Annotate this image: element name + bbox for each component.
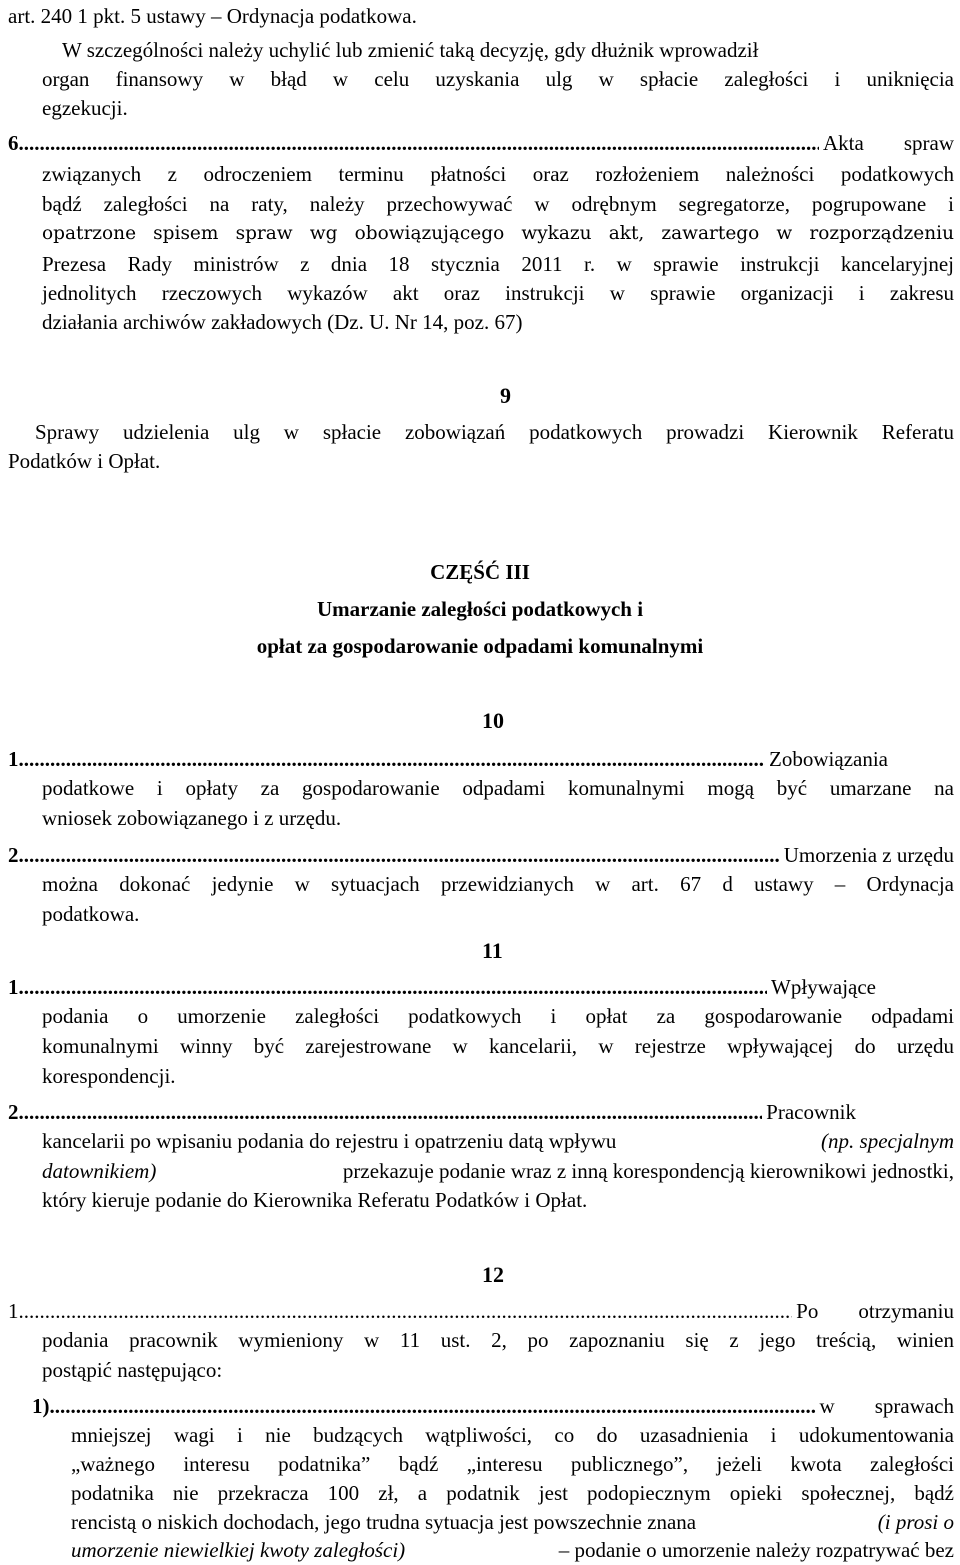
list-item	[8, 841, 954, 869]
section-number: 11	[482, 938, 503, 963]
list-item	[8, 745, 888, 773]
item-number: 2.	[8, 843, 24, 867]
leader-dots	[24, 1297, 792, 1325]
text-line: komunalnymi winny być zarejestrowane w kancelarii, w rejestrze wpływającej do urzędu	[42, 1034, 954, 1058]
text-line: opatrzone spisem spraw wg obowiązującego wykazu akt, zawartego w rozporządzeniu	[42, 223, 954, 244]
text-span: datownikiem)	[42, 1159, 157, 1183]
text-span: W szczególności należy uchylić lub zmienić taką decyzję, gdy dłużnik wprowadził	[62, 38, 759, 62]
text-line: Prezesa Rady ministrów z dnia 18 stycznia 2011 r. w sprawie instrukcji kancelaryjnej	[42, 252, 954, 276]
list-item	[8, 1297, 954, 1325]
text-line: korespondencji.	[42, 1064, 176, 1088]
leader-dots	[24, 129, 819, 157]
item-first-word: otrzymaniu	[858, 1299, 954, 1323]
text-line: podatkowe i opłaty za gospodarowanie odpadami komunalnymi mogą być umarzane na	[42, 776, 954, 800]
item-first-word: sprawach	[874, 1394, 954, 1418]
list-item-6	[8, 129, 954, 157]
text-line	[62, 36, 954, 64]
text-line: można dokonać jedynie w sytuacjach przewidzianych w art. 67 d ustawy – Ordynacja	[42, 872, 954, 896]
text-span: umorzenie niewielkiej kwoty zaległości)	[71, 1538, 406, 1562]
item-number: 1.	[8, 1299, 24, 1323]
item-first-word: spraw	[903, 131, 954, 155]
text-line: podatkowa.	[42, 902, 140, 926]
text-line: związanych z odroczeniem terminu płatności oraz rozłożeniem należności podatkowych	[42, 162, 954, 186]
text-line: podania pracownik wymieniony w 11 ust. 2, po zapoznaniu się z jego treścią, winien	[42, 1328, 954, 1352]
item-first-word: Zobowiązania	[769, 747, 888, 771]
section-heading-12	[460, 1261, 504, 1289]
text-line: egzekucji.	[42, 96, 128, 120]
item-first-word: Umorzenia z urzędu	[783, 843, 954, 867]
item-first-word: Wpływające	[771, 975, 876, 999]
section-heading-11	[460, 937, 503, 965]
text-line	[42, 1157, 954, 1185]
section-number: 9	[500, 383, 511, 408]
leader-dots	[24, 745, 765, 773]
text-line	[71, 1508, 954, 1536]
item-first-word: Akta	[823, 131, 864, 155]
text-span: – podanie o umorzenie należy rozpatrywać bez	[558, 1538, 954, 1562]
part-title: CZĘŚĆ III	[430, 560, 530, 584]
item-first-word: Po	[796, 1299, 819, 1323]
text-line	[71, 1536, 954, 1564]
leader-dots	[50, 1392, 816, 1420]
text-line	[42, 1127, 954, 1155]
section-heading-9	[460, 382, 511, 410]
list-item	[8, 1098, 856, 1126]
leader-dots	[24, 841, 780, 869]
text-line: postąpić następująco:	[42, 1358, 223, 1382]
text-line: jednolitych rzeczowych wykazów akt oraz instrukcji w sprawie organizacji i zakresu	[42, 281, 954, 305]
text-span: kancelarii po wpisaniu podania do rejestru i opatrzeniu datą wpływu	[42, 1129, 617, 1153]
leader-dots	[24, 1098, 762, 1126]
item-number: 2.	[8, 1100, 24, 1124]
text-line: podatnika nie przekracza 100 zł, a podatnik jest podopiecznym opieki społecznej, bądź	[71, 1481, 954, 1505]
list-item	[8, 973, 876, 1001]
item-first-word: w	[819, 1394, 835, 1418]
list-item	[32, 1392, 954, 1420]
text-span: rencistą o niskich dochodach, jego trudna sytuacja jest powszechnie znana	[71, 1510, 697, 1534]
text-line: art. 240 1 pkt. 5 ustawy – Ordynacja podatkowa.	[8, 4, 417, 28]
text-span: (np. specjalnym	[821, 1129, 954, 1153]
leader-dots	[24, 973, 767, 1001]
item-number: 6.	[8, 131, 24, 155]
item-first-word: Pracownik	[766, 1100, 856, 1124]
text-line: Sprawy udzielenia ulg w spłacie zobowiązań podatkowych prowadzi Kierownik Referatu	[35, 420, 954, 444]
text-line: wniosek zobowiązanego i z urzędu.	[42, 806, 342, 830]
text-line: mniejszej wagi i nie budzących wątpliwości, co do uzasadnienia i udokumentowania	[71, 1423, 954, 1447]
text-span: (i prosi o	[877, 1510, 954, 1534]
item-number: 1.	[8, 747, 24, 771]
part-subtitle: Umarzanie zaległości podatkowych i	[316, 597, 644, 621]
section-number: 12	[482, 1262, 504, 1287]
text-line: bądź zaległości na raty, należy przechowywać w odrębnym segregatorze, pogrupowane i	[42, 192, 954, 216]
item-number: 1)	[32, 1394, 50, 1418]
text-line: podania o umorzenie zaległości podatkowych i opłat za gospodarowanie odpadami	[42, 1004, 954, 1028]
text-line: Podatków i Opłat.	[8, 449, 161, 473]
text-span: przekazuje podanie wraz z inną korespondencją kierownikowi jednostki,	[342, 1159, 954, 1183]
text-line: organ finansowy w błąd w celu uzyskania ulg w spłacie zaległości i uniknięcia	[42, 67, 954, 91]
section-heading-10	[460, 707, 504, 735]
text-line: który kieruje podanie do Kierownika Referatu Podatków i Opłat.	[42, 1188, 588, 1212]
item-number: 1.	[8, 975, 24, 999]
text-line: „ważnego interesu podatnika” bądź „interesu publicznego”, jeżeli kwota zaległości	[71, 1452, 954, 1476]
text-line: działania archiwów zakładowych (Dz. U. Nr 14, poz. 67)	[42, 310, 523, 334]
section-number: 10	[482, 708, 504, 733]
part-subtitle: opłat za gospodarowanie odpadami komunalnymi	[256, 634, 704, 658]
